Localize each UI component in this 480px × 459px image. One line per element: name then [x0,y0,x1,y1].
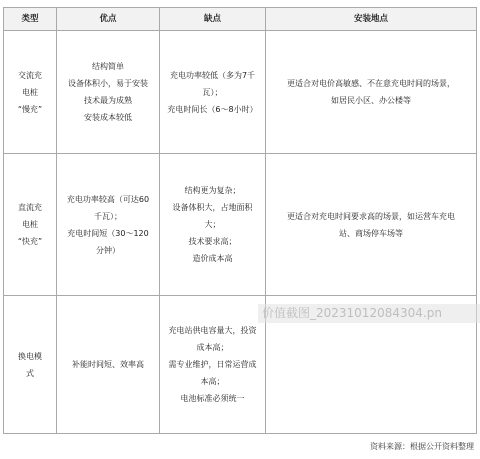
disadvantage-line: 成本高； [196,343,229,352]
disadvantage-line: 需专业维护，日常运营成 [168,360,257,369]
advantages-cell [57,296,160,434]
disadvantages-cell [160,296,266,434]
disadvantage-line: 造价成本高 [192,254,233,263]
source-note: 资料来源：根据公开资料整理 [370,442,474,451]
header-row [4,8,477,31]
type-line: 电桩 [22,220,38,229]
advantages-cell [57,31,160,154]
type-cell [4,154,57,296]
type-line: 直流充 [18,203,42,212]
disadvantages-cell [160,154,266,296]
type-line: 电桩 [22,87,38,97]
advantage-line: 充电时间短（30～120 [67,228,149,238]
location-cell [266,31,477,154]
location-line: 如居民小区、办公楼等 [331,96,411,105]
advantage-line: 结构简单 [92,62,124,71]
location-line: 更适合对电价高敏感、不在意充电时间的场景， [287,79,455,88]
type-line: “快充” [17,237,43,246]
type-line: 式 [26,368,34,378]
disadvantage-line: 设备体积大，占地面积 [172,203,253,212]
advantage-line: 充电功率较高（可达60 [66,194,150,204]
disadvantage-line: 瓦）； [202,87,223,97]
advantage-line: 分钟） [96,245,120,255]
disadvantage-line: 大； [204,220,221,229]
disadvantages-cell [160,31,266,154]
charging-comparison-table [3,7,477,434]
advantage-line: 安装成本较低 [84,113,132,122]
advantage-line: 千瓦）； [94,211,122,221]
disadvantage-line: 电池标准必须统一 [180,394,245,403]
type-cell [4,296,57,434]
type-line: 换电模 [18,351,42,361]
location-cell [266,154,477,296]
advantages-cell [57,154,160,296]
table-row [4,154,477,296]
location-line: 更适合对充电时间要求高的场景，如运营车充电 [287,211,455,221]
location-line: 站、商场停车场等 [339,228,403,238]
screenshot-watermark: 价值截图_20231012084304.pn [258,304,480,323]
header-location: 安装地点 [266,8,477,31]
header-type: 类型 [4,8,57,31]
header-disadvantages: 缺点 [160,8,266,31]
type-line: 交流充 [18,70,42,80]
disadvantage-line: 充电时间长（6～8小时） [167,104,258,114]
disadvantage-line: 本高； [200,377,225,386]
header-advantages: 优点 [57,8,160,31]
disadvantage-line: 结构更为复杂； [184,186,241,195]
advantage-line: 技术最为成熟 [84,96,132,105]
table-row [4,31,477,154]
comparison-table-container [3,7,476,432]
type-cell [4,31,57,154]
disadvantage-line: 充电站供电容量大，投资 [168,326,257,335]
type-line: “慢充” [17,104,43,114]
advantage-line: 设备体积小，易于安装 [68,79,148,88]
advantage-line: 补能时间短、效率高 [72,360,144,369]
disadvantage-line: 充电功率较低（多为7千 [169,70,256,80]
disadvantage-line: 技术要求高； [188,237,237,246]
